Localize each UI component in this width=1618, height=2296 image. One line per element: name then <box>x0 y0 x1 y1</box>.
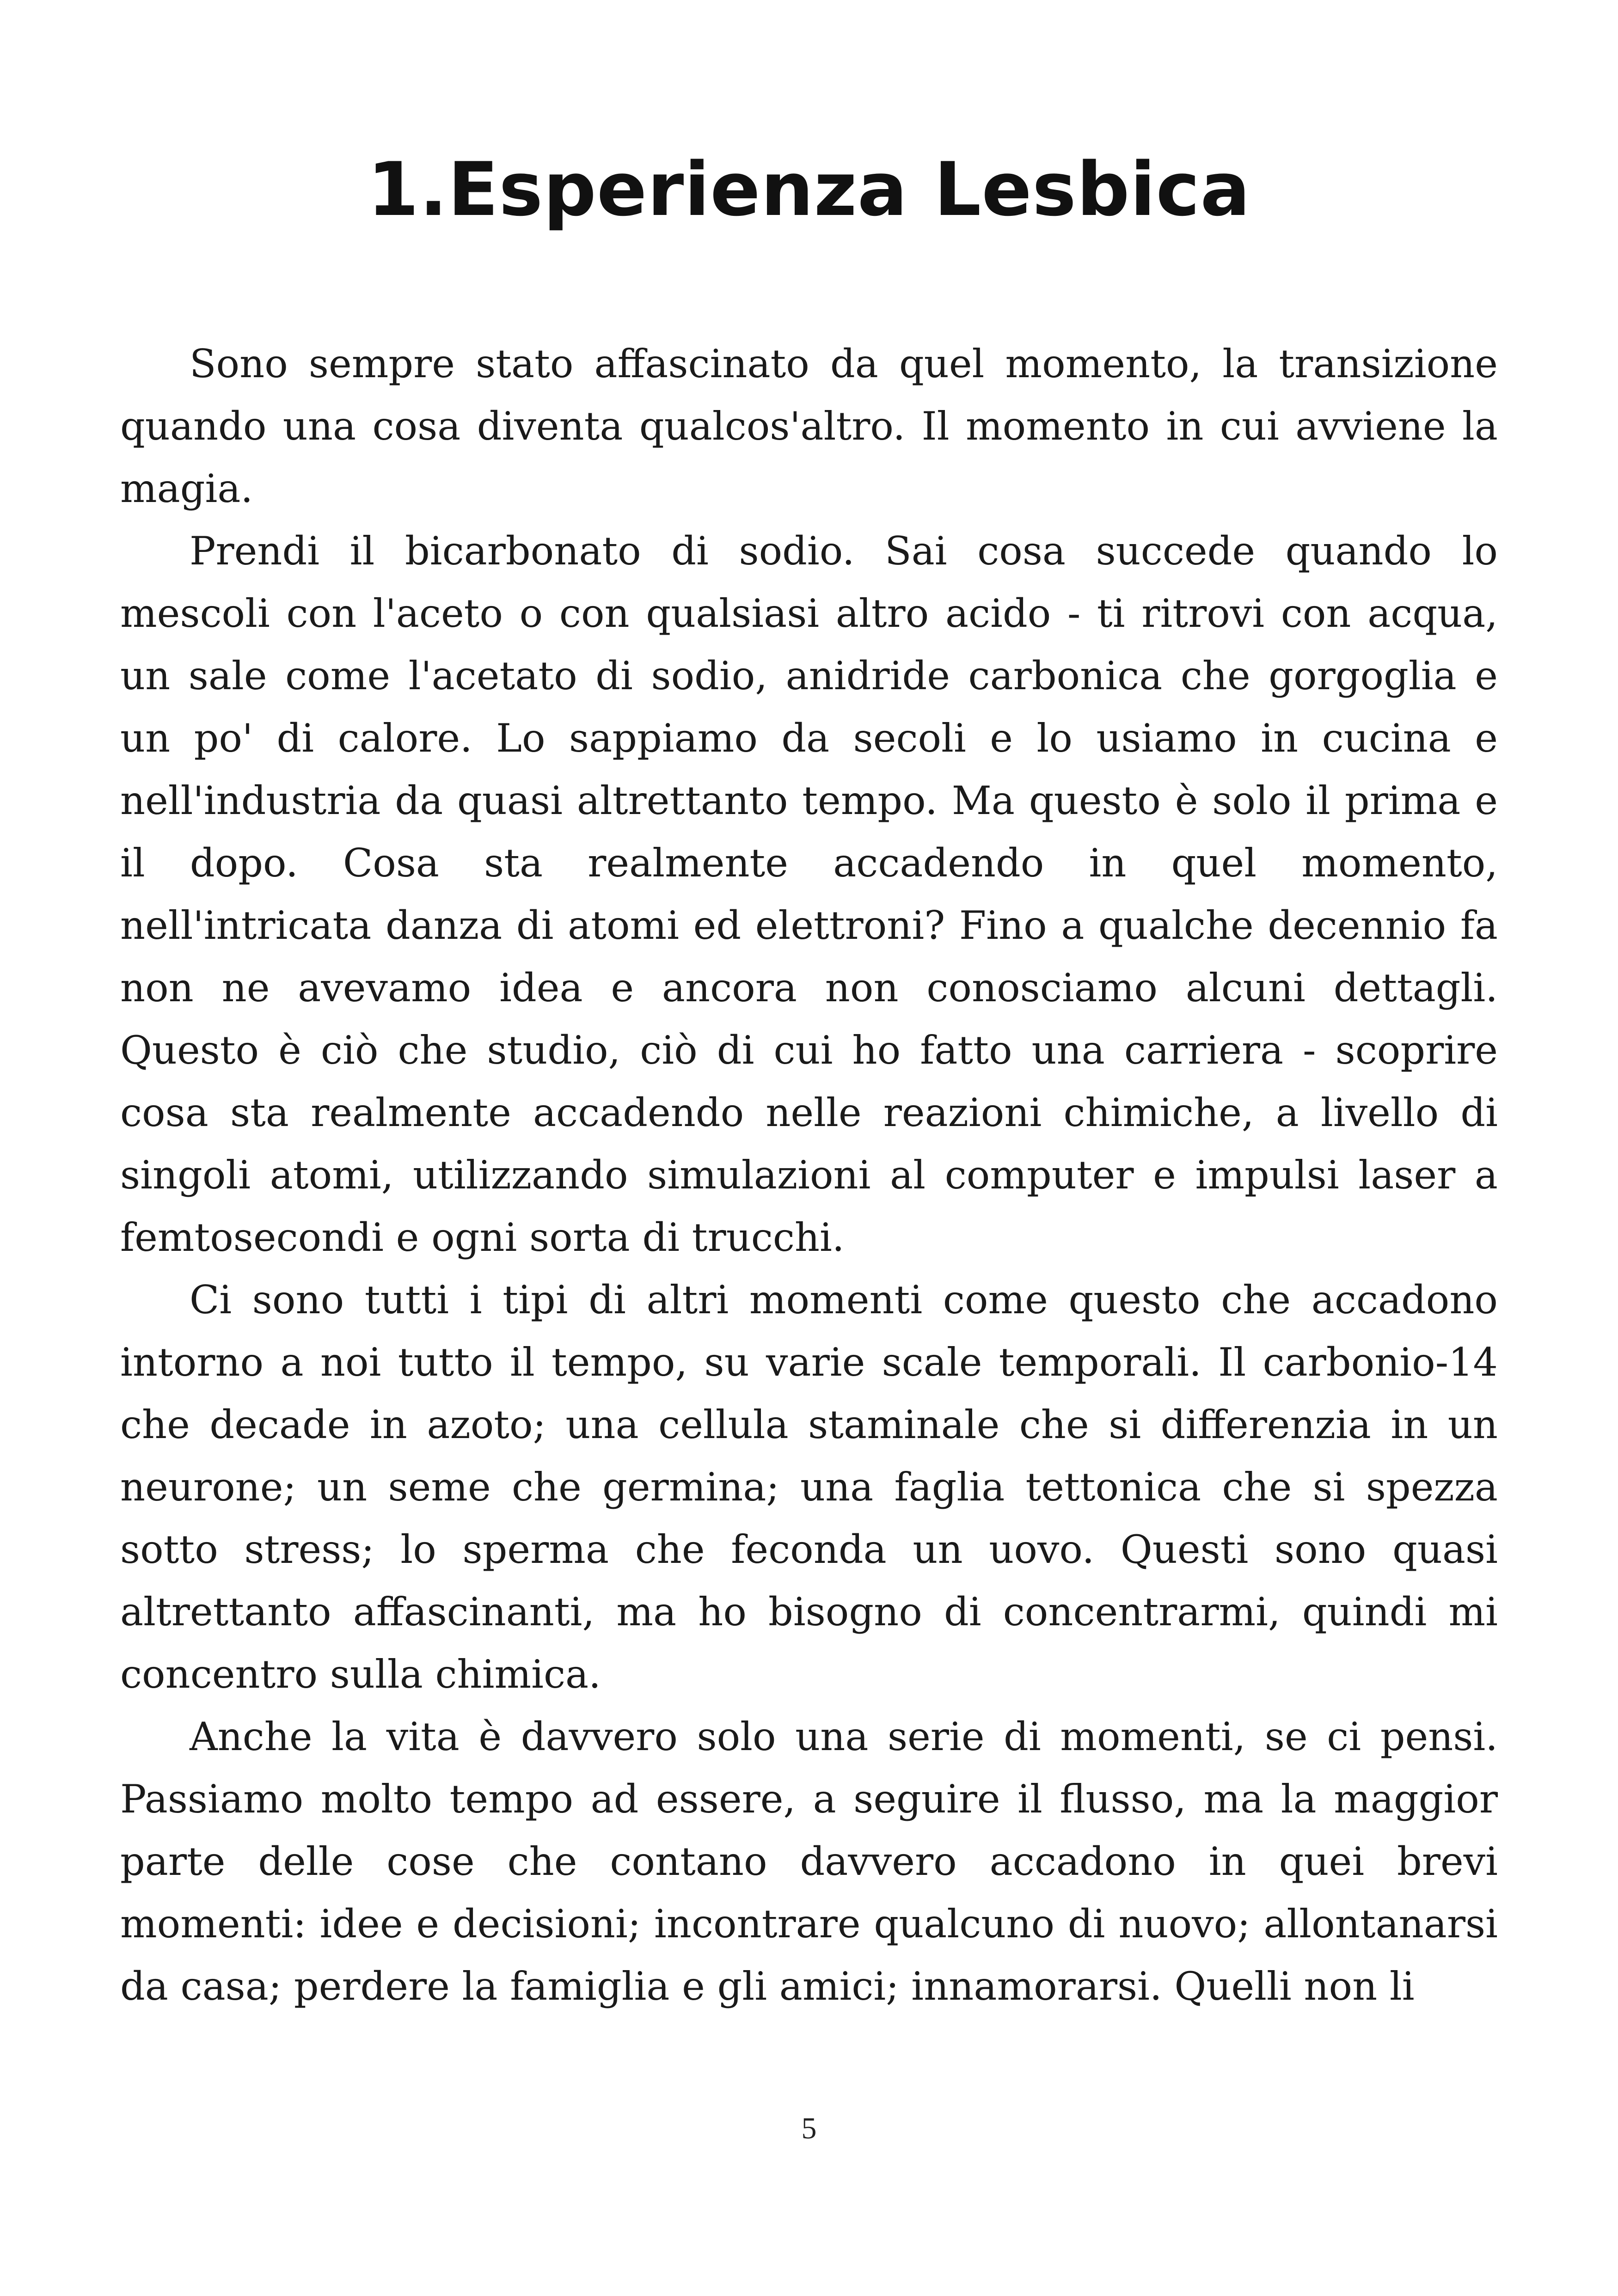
page-number: 5 <box>801 2112 817 2145</box>
paragraph: Sono sempre stato affascinato da quel momento, la transizione quando una cosa diventa qualcos'altro. Il momento in cui avviene la magia. <box>120 341 1498 511</box>
paragraph: Anche la vita è davvero solo una serie di momenti, se ci pensi. Passiamo molto tempo ad essere, a seguire il flusso, ma la maggior parte delle cose che contano davvero accadono in quei brevi momenti: idee e decisioni; incontrare qualcuno di nuovo; allontanarsi da casa; perdere la famiglia e gli amici; innamorarsi. Quelli non li <box>120 1714 1498 2009</box>
body-text <box>120 333 1498 2018</box>
paragraph: Ci sono tutti i tipi di altri momenti come questo che accadono intorno a noi tutto il tempo, su varie scale temporali. Il carbonio-14 che decade in azoto; una cellula staminale che si differenzia in un neurone; un seme che germina; una faglia tettonica che si spezza sotto stress; lo sperma che feconda un uovo. Questi sono quasi altrettanto affascinanti, ma ho bisogno di concentrarmi, quindi mi concentro sulla chimica. <box>120 1277 1498 1697</box>
paragraph: Prendi il bicarbonato di sodio. Sai cosa succede quando lo mescoli con l'aceto o con qualsiasi altro acido - ti ritrovi con acqua, un sale come l'acetato di sodio, anidride carbonica che gorgoglia e un po' di calore. Lo sappiamo da secoli e lo usiamo in cucina e nell'industria da quasi altrettanto tempo. Ma questo è solo il prima e il dopo. Cosa sta realmente accadendo in quel momento, nell'intricata danza di atomi ed elettroni? Fino a qualche decennio fa non ne avevamo idea e ancora non conosciamo alcuni dettagli. Questo è ciò che studio, ciò di cui ho fatto una carriera - scoprire cosa sta realmente accadendo nelle reazioni chimiche, a livello di singoli atomi, utilizzando simulazioni al computer e impulsi laser a femtosecondi e ogni sorta di trucchi. <box>120 528 1498 1260</box>
chapter-title: 1.Esperienza Lesbica <box>367 146 1251 233</box>
